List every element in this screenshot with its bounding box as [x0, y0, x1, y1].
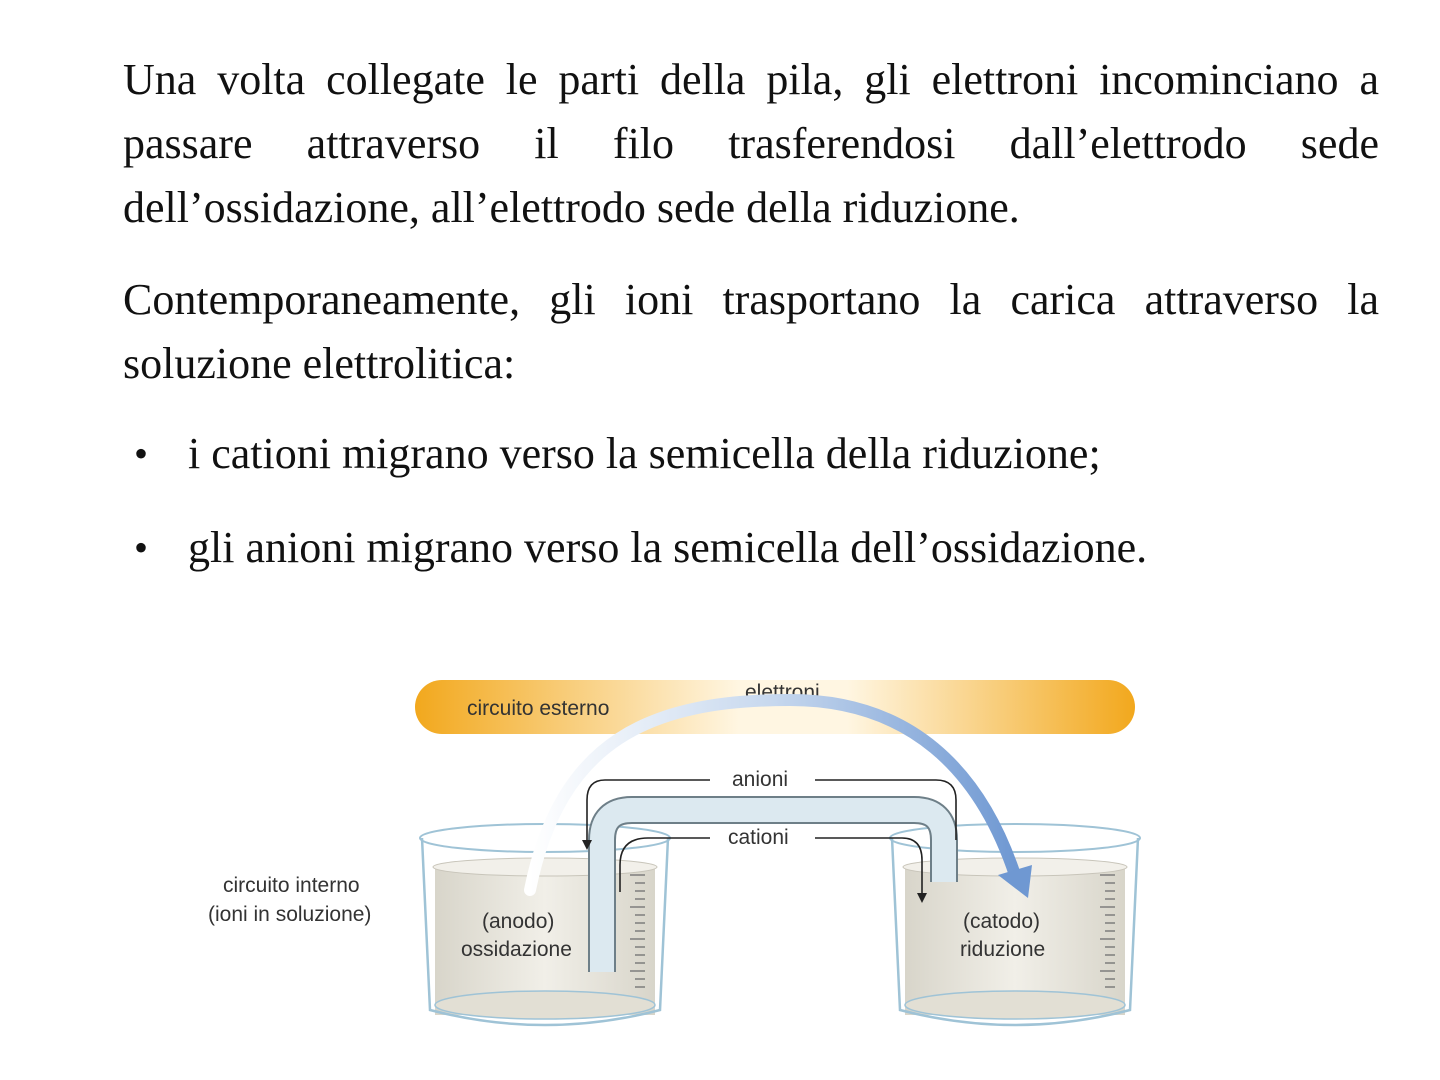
bullet-text: gli anioni migrano verso la semicella dell’ossidazione.	[188, 523, 1148, 572]
bullet-text: i cationi migrano verso la semicella della riduzione;	[188, 429, 1101, 478]
bullet-item-anions	[130, 516, 1380, 580]
cations-label: cationi	[728, 826, 789, 849]
galvanic-cell-diagram	[190, 660, 1190, 1050]
internal-circuit-sublabel: (ioni in soluzione)	[208, 903, 372, 926]
bullet-icon: •	[134, 525, 149, 570]
external-circuit-label: circuito esterno	[467, 697, 610, 720]
bullet-item-cations	[130, 422, 1380, 486]
anode-process-label: ossidazione	[461, 938, 572, 961]
anode-label: (anodo)	[482, 910, 555, 933]
anions-label: anioni	[732, 768, 789, 791]
paragraph-electron-flow: Una volta collegate le parti della pila, gli elettroni incominciano a passare attraverso il filo trasferendosi dall’elettrodo sede dell’ossidazione, all’elettrodo sede della riduzione.	[123, 55, 1379, 232]
cathode-label: (catodo)	[963, 910, 1041, 933]
electrons-label: elettroni	[745, 681, 820, 704]
cathode-process-label: riduzione	[960, 938, 1046, 961]
paragraph-ion-transport: Contemporaneamente, gli ioni trasportano la carica attraverso la soluzione elettrolitica:	[123, 275, 1379, 388]
bullet-icon: •	[134, 431, 149, 476]
bullet-list	[130, 422, 1380, 610]
internal-circuit-label: circuito interno	[223, 874, 360, 897]
